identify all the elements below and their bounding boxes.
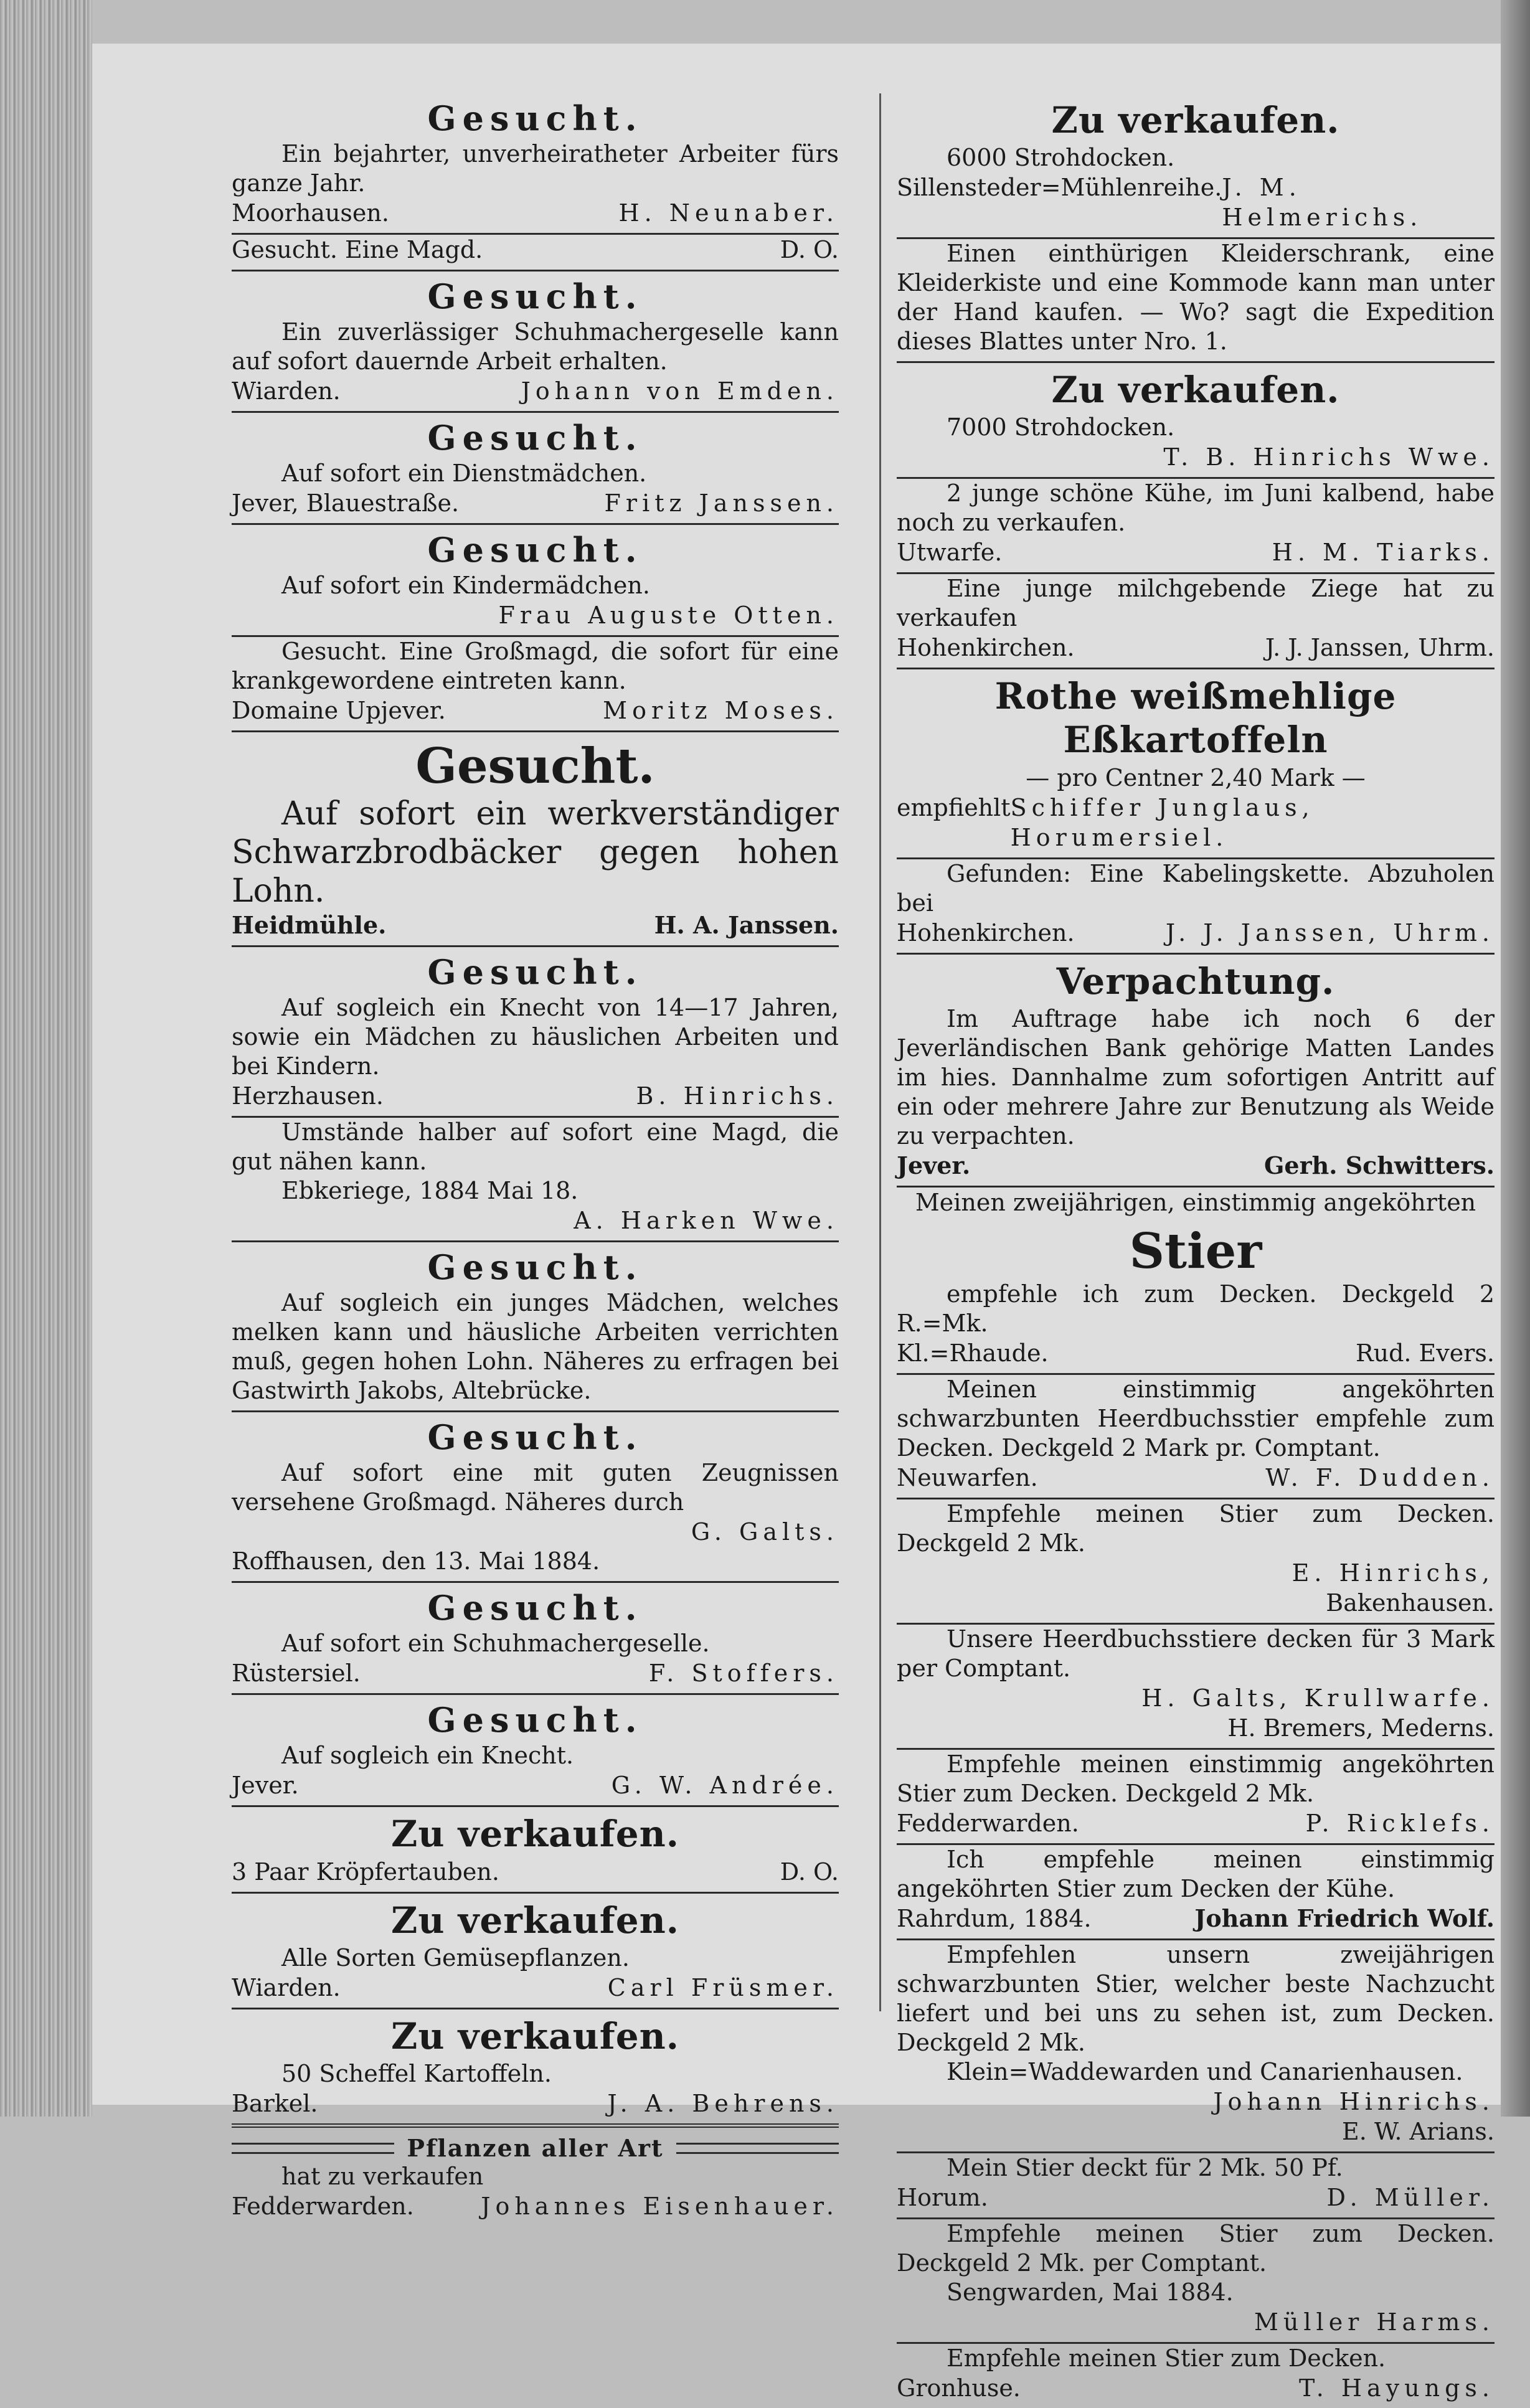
advert-signature: H. Neunaber. — [618, 199, 839, 227]
advert-heading: Gesucht. — [427, 1247, 643, 1287]
advert-text: Auf sogleich ein Knecht von 14—17 Jahren, sowie ein Mädchen zu häuslichen Arbeiten und bei Kindern. — [232, 994, 839, 1080]
advert-signature: Frau Auguste Otten. — [498, 602, 839, 629]
advert-signature: J. M. Helmerichs. — [1222, 174, 1423, 231]
advert-signature-row — [897, 2183, 1495, 2212]
advert — [897, 1843, 1495, 1938]
advert — [232, 97, 839, 233]
advert-spacer — [232, 406, 839, 411]
advert-text: Ich empfehle meinen einstimmig angeköhrten Stier zum Decken der Kühe. — [897, 1846, 1495, 1902]
advert — [232, 233, 839, 270]
advert-text: Empfehle meinen Stier zum Decken. Deckgeld 2 Mk. — [897, 1500, 1495, 1557]
advert-text: Ebkeriege, 1884 Mai 18. — [281, 1177, 578, 1204]
advert-text: Umstände halber auf sofort eine Magd, die gut nähen kann. — [232, 1118, 839, 1175]
advert-place: Sillensteder=Mühlenreihe. — [897, 174, 1222, 201]
advert-text: Ein bejahrter, unverheiratheter Arbeiter fürs ganze Jahr. — [232, 140, 839, 197]
advert — [897, 1498, 1495, 1623]
advert-text: Eine junge milchgebende Ziege hat zu verkaufen — [897, 575, 1495, 631]
advert-signature: Johann Friedrich Wolf. — [1194, 1904, 1495, 1932]
advert-place: Barkel. — [232, 2090, 318, 2117]
left-column — [232, 93, 839, 2226]
advert-text: 50 Scheffel Kartoffeln. — [281, 2060, 552, 2087]
advert — [897, 668, 1495, 857]
advert-signature-line2: Bakenhausen. — [1326, 1589, 1495, 1617]
advert-signature: E. Hinrichs, — [1292, 1559, 1495, 1587]
advert-place: 3 Paar Kröpfertauben. — [232, 1858, 499, 1886]
advert-signature-row — [897, 537, 1495, 567]
advert-spacer — [232, 265, 839, 270]
advert-text: Auf sogleich ein Knecht. — [281, 1742, 574, 1769]
advert — [897, 1373, 1495, 1498]
advert-signature-row — [897, 633, 1495, 663]
advert-text: Sengwarden, Mai 1884. — [947, 2278, 1234, 2306]
book-spine — [0, 0, 92, 2117]
advert-place: Rüstersiel. — [232, 1660, 361, 1687]
advert-heading: Gesucht. — [427, 1700, 643, 1740]
advert-heading: Rothe weißmehlige Eßkartoffeln — [994, 675, 1397, 761]
advert-spacer — [897, 2403, 1495, 2408]
advert-heading: Gesucht. — [427, 952, 643, 992]
advert-signature-row — [897, 1904, 1495, 1933]
advert-text: Mein Stier deckt für 2 Mk. 50 Pf. — [947, 2154, 1343, 2181]
advert-signature-row — [897, 172, 1495, 232]
advert-heading: Zu verkaufen. — [390, 1813, 679, 1855]
advert-spacer — [232, 1800, 839, 1805]
advert-spacer — [232, 1688, 839, 1693]
advert — [897, 2151, 1495, 2217]
advert-spacer — [232, 725, 839, 730]
advert — [232, 1410, 839, 1581]
advert-text: Empfehle meinen Stier zum Decken. — [947, 2344, 1386, 2372]
advert-heading: Gesucht. — [427, 418, 643, 458]
advert-signature-row — [232, 1658, 839, 1688]
advert-spacer — [232, 940, 839, 945]
advert — [232, 1581, 839, 1693]
advert — [232, 1116, 839, 1240]
advert-text: Auf sofort ein Dienstmädchen. — [281, 460, 647, 487]
advert-signature: Gerh. Schwitters. — [1263, 1151, 1495, 1179]
advert-signature: T. B. Hinrichs Wwe. — [1163, 443, 1495, 471]
advert-heading: Stier — [1129, 1223, 1262, 1280]
advert-signature-row — [897, 1808, 1495, 1838]
advert-signature: B. Hinrichs. — [636, 1082, 839, 1110]
advert-text: 2 junge schöne Kühe, im Juni kalbend, habe noch zu verkaufen. — [897, 479, 1495, 536]
advert-signature-row — [232, 1770, 839, 1800]
advert-text: Gefunden: Eine Kabelingskette. Abzuholen bei — [897, 860, 1495, 917]
advert-place: Jever, Blauestraße. — [232, 489, 460, 517]
advert-signature-row — [232, 2089, 839, 2118]
advert-text: Ein zuverlässiger Schuhmachergeselle kann auf sofort dauernde Arbeit erhalten. — [232, 318, 839, 375]
advert-place: Jever. — [232, 1772, 299, 1799]
advert-text: empfehle ich zum Decken. Deckgeld 2 R.=Mk. — [897, 1280, 1495, 1337]
advert-text: Empfehlen unsern zweijährigen schwarzbunten Stier, welcher beste Nachzucht liefert und bei uns zu sehen ist, zum Decken. Deckgeld 2 Mk. — [897, 1941, 1495, 2056]
advert-spacer — [232, 1235, 839, 1240]
advert-spacer — [232, 1405, 839, 1410]
advert-place: Neuwarfen. — [897, 1464, 1038, 1491]
advert-signature-row — [897, 1463, 1495, 1493]
advert-place: Utwarfe. — [897, 539, 1003, 566]
advert-signature: Schiffer Junglaus, Horumersiel. — [1010, 794, 1315, 851]
advert — [232, 2123, 839, 2226]
advert-signature-row — [232, 198, 839, 228]
advert-heading: Gesucht. — [427, 530, 643, 570]
advert-signature: H. Galts, Krullwarfe. — [1141, 1684, 1495, 1712]
advert-place: Jever. — [897, 1151, 971, 1179]
advert — [232, 1693, 839, 1805]
advert-text — [232, 235, 839, 265]
advert — [897, 361, 1495, 477]
advert-text: Meinen einstimmig angeköhrten schwarzbunten Heerdbuchsstier empfehle zum Decken. Deckgeld 2 Mark pr. Comptant. — [897, 1376, 1495, 1461]
advert — [232, 270, 839, 411]
advert-spacer — [232, 518, 839, 523]
advert-signature-row — [232, 910, 839, 940]
advert — [897, 1748, 1495, 1843]
advert-spacer — [897, 2146, 1495, 2151]
advert-signature-row — [232, 1973, 839, 2003]
advert — [897, 1938, 1495, 2151]
banner-rule — [676, 2143, 839, 2154]
advert-spacer — [897, 1493, 1495, 1498]
advert-signature-row — [232, 488, 839, 518]
advert-place: Domaine Upjever. — [232, 697, 446, 724]
advert-signature-row — [232, 1857, 839, 1887]
advert-heading: Verpachtung. — [1056, 960, 1335, 1003]
advert-signature: Johann Hinrichs. — [1213, 2088, 1495, 2115]
advert-spacer — [232, 228, 839, 233]
advert-place: Fedderwarden. — [232, 2193, 414, 2220]
advert — [897, 237, 1495, 361]
advert-heading: Zu verkaufen. — [390, 1899, 679, 1942]
advert — [232, 635, 839, 730]
advert-place: Gronhuse. — [897, 2374, 1021, 2402]
advert-spacer — [897, 2337, 1495, 2342]
advert-spacer — [232, 1111, 839, 1116]
advert-heading: Gesucht. — [427, 1417, 643, 1457]
advert-spacer — [897, 1743, 1495, 1748]
advert-text: Auf sofort ein Kindermädchen. — [281, 572, 650, 599]
advert-text: Einen einthürigen Kleiderschrank, eine Kleiderkiste und eine Kommode kann man unter der Hand kaufen. — Wo? sagt die Expedition dieses Blattes unter Nro. 1. — [897, 240, 1495, 355]
advert-signature: Johannes Eisenhauer. — [481, 2193, 839, 2220]
advert-signature-line2: E. W. Arians. — [1342, 2118, 1495, 2145]
advert-spacer — [232, 1576, 839, 1581]
advert — [232, 945, 839, 1116]
advert-signature: D. Müller. — [1326, 2184, 1495, 2211]
advert-signature-row — [897, 793, 1495, 852]
advert-heading: Zu verkaufen. — [390, 2015, 679, 2057]
advert-spacer — [897, 663, 1495, 668]
advert-signature-row — [897, 1151, 1495, 1181]
advert-signature-row — [897, 1338, 1495, 1368]
advert-spacer — [897, 356, 1495, 361]
advert-signature: H. M. Tiarks. — [1272, 539, 1495, 566]
advert — [897, 477, 1495, 572]
advert-signature: D. O. — [780, 236, 839, 263]
advert-spacer — [897, 1181, 1495, 1186]
advert-signature: A. Harken Wwe. — [574, 1207, 839, 1234]
advert-signature: Moritz Moses. — [603, 697, 839, 724]
page-edge — [1501, 0, 1530, 2117]
advert — [897, 953, 1495, 1186]
advert-dateline: Roffhausen, den 13. Mai 1884. — [232, 1547, 600, 1575]
advert-signature: W. F. Dudden. — [1265, 1464, 1495, 1491]
advert-heading: Gesucht. — [415, 738, 655, 795]
advert-text: Auf sofort ein werkverständiger Schwarzbrodbäcker gegen hohen Lohn. — [232, 795, 839, 910]
advert-signature-line2: H. Bremers, Mederns. — [1227, 1714, 1495, 1742]
advert-text: Im Auftrage habe ich noch 6 der Jeverländischen Bank gehörige Matten Landes im hies. Dannhalme zum sofortigen Antritt auf ein oder mehrere Jahre zur Benutzung als Weide zu verpachten. — [897, 1005, 1495, 1150]
advert — [897, 572, 1495, 668]
advert-heading: Gesucht. — [427, 98, 643, 138]
advert-signature-row — [232, 1081, 839, 1111]
right-column — [897, 93, 1495, 2408]
advert-spacer — [897, 472, 1495, 477]
advert-spacer — [897, 232, 1495, 237]
advert-place: Fedderwarden. — [897, 1810, 1079, 1837]
advert-signature: F. Stoffers. — [648, 1660, 839, 1687]
advert-text: Empfehle meinen einstimmig angeköhrten Stier zum Decken. Deckgeld 2 Mk. — [897, 1750, 1495, 1807]
advert-spacer — [232, 630, 839, 635]
banner-rule — [232, 2143, 394, 2154]
advert-place: Wiarden. — [232, 1974, 341, 2001]
advert-signature: P. Ricklefs. — [1305, 1810, 1495, 1837]
advert-place: Horum. — [897, 2184, 988, 2211]
advert-spacer — [897, 1838, 1495, 1843]
advert-heading: Pflanzen aller Art — [407, 2134, 664, 2162]
advert-banner — [232, 2134, 839, 2162]
advert-heading: Zu verkaufen. — [1051, 369, 1340, 411]
advert-signature: Johann von Emden. — [521, 377, 839, 405]
advert-signature: J. A. Behrens. — [607, 2090, 839, 2117]
advert-text: Auf sogleich ein junges Mädchen, welches melken kann und häusliche Arbeiten verrichten muß, gegen hohen Lohn. Näheres zu erfragen bei Gastwirth Jakobs, Altebrücke. — [232, 1289, 839, 1404]
advert-text: Unsere Heerdbuchsstiere decken für 3 Mark per Comptant. — [897, 1625, 1495, 1682]
advert-signature-row — [232, 696, 839, 725]
advert-place: Herzhausen. — [232, 1082, 384, 1110]
advert-place: Hohenkirchen. — [897, 919, 1075, 947]
advert-text: hat zu verkaufen — [281, 2163, 484, 2190]
advert-place: Wiarden. — [232, 377, 341, 405]
advert-place: empfiehlt — [897, 794, 1011, 821]
advert-signature: Rud. Evers. — [1355, 1339, 1495, 1367]
advert-subline: — pro Centner 2,40 Mark — — [1026, 764, 1366, 791]
advert-spacer — [897, 852, 1495, 857]
advert-line: Gesucht. Eine Magd. — [232, 236, 483, 263]
advert — [232, 523, 839, 635]
advert — [897, 1186, 1495, 1373]
advert-spacer — [897, 2212, 1495, 2217]
advert-place: Heidmühle. — [232, 911, 387, 939]
advert-text: Auf sofort ein Schuhmachergeselle. — [281, 1630, 710, 1657]
advert-text: 6000 Strohdocken. — [947, 144, 1175, 171]
advert-text: Alle Sorten Gemüsepflanzen. — [281, 1944, 630, 1971]
advert-place: Moorhausen. — [232, 199, 389, 227]
advert-place: Kl.=Rhaude. — [897, 1339, 1049, 1367]
advert-signature-row — [897, 2373, 1495, 2403]
advert — [232, 2008, 839, 2123]
advert-spacer — [897, 1933, 1495, 1938]
advert-text: 7000 Strohdocken. — [947, 413, 1175, 441]
advert-spacer — [897, 948, 1495, 953]
advert-spacer — [897, 1368, 1495, 1373]
advert-signature: G. Galts. — [691, 1518, 839, 1546]
advert-signature: Carl Früsmer. — [607, 1974, 839, 2001]
advert-signature: T. Hayungs. — [1298, 2374, 1495, 2402]
advert-signature: Fritz Janssen. — [604, 489, 839, 517]
advert-spacer — [897, 567, 1495, 572]
advert — [232, 1805, 839, 1892]
advert-spacer — [232, 2221, 839, 2226]
advert — [897, 2217, 1495, 2342]
advert — [897, 2342, 1495, 2408]
advert-spacer — [232, 1887, 839, 1892]
advert-place: Hohenkirchen. — [897, 634, 1075, 661]
advert-spacer — [232, 2118, 839, 2123]
advert — [232, 730, 839, 945]
advert-spacer — [897, 1618, 1495, 1623]
advert-text: Klein=Waddewarden und Canarienhausen. — [947, 2058, 1463, 2085]
advert-signature: D. O. — [780, 1858, 839, 1886]
advert-signature: Müller Harms. — [1254, 2308, 1495, 2336]
advert-signature-row — [232, 376, 839, 406]
advert-text: Gesucht. Eine Großmagd, die sofort für eine krankgewordene eintreten kann. — [232, 638, 839, 694]
advert-signature: J. J. Janssen, Uhrm. — [1265, 634, 1495, 661]
advert-text: Auf sofort eine mit guten Zeugnissen versehene Großmagd. Näheres durch — [232, 1459, 839, 1516]
column-divider — [879, 93, 881, 2011]
advert — [232, 411, 839, 523]
advert-heading: Gesucht. — [427, 1588, 643, 1628]
advert-signature-row — [897, 918, 1495, 948]
advert — [232, 1892, 839, 2008]
advert-signature-row — [232, 2191, 839, 2221]
advert-text: Empfehle meinen Stier zum Decken. Deckgeld 2 Mk. per Comptant. — [897, 2220, 1495, 2277]
advert-signature: G. W. Andrée. — [611, 1772, 839, 1799]
advert — [232, 1240, 839, 1410]
advert-intro: Meinen zweijährigen, einstimmig angeköhrten — [915, 1189, 1476, 1216]
advert-signature: J. J. Janssen, Uhrm. — [1165, 919, 1495, 947]
advert-heading: Zu verkaufen. — [1051, 99, 1340, 141]
advert-heading: Gesucht. — [427, 276, 643, 316]
advert — [897, 98, 1495, 237]
advert-place: Rahrdum, 1884. — [897, 1905, 1092, 1932]
advert-spacer — [232, 2003, 839, 2008]
advert-signature: H. A. Janssen. — [654, 911, 839, 939]
advert — [897, 1623, 1495, 1748]
advert — [897, 857, 1495, 953]
